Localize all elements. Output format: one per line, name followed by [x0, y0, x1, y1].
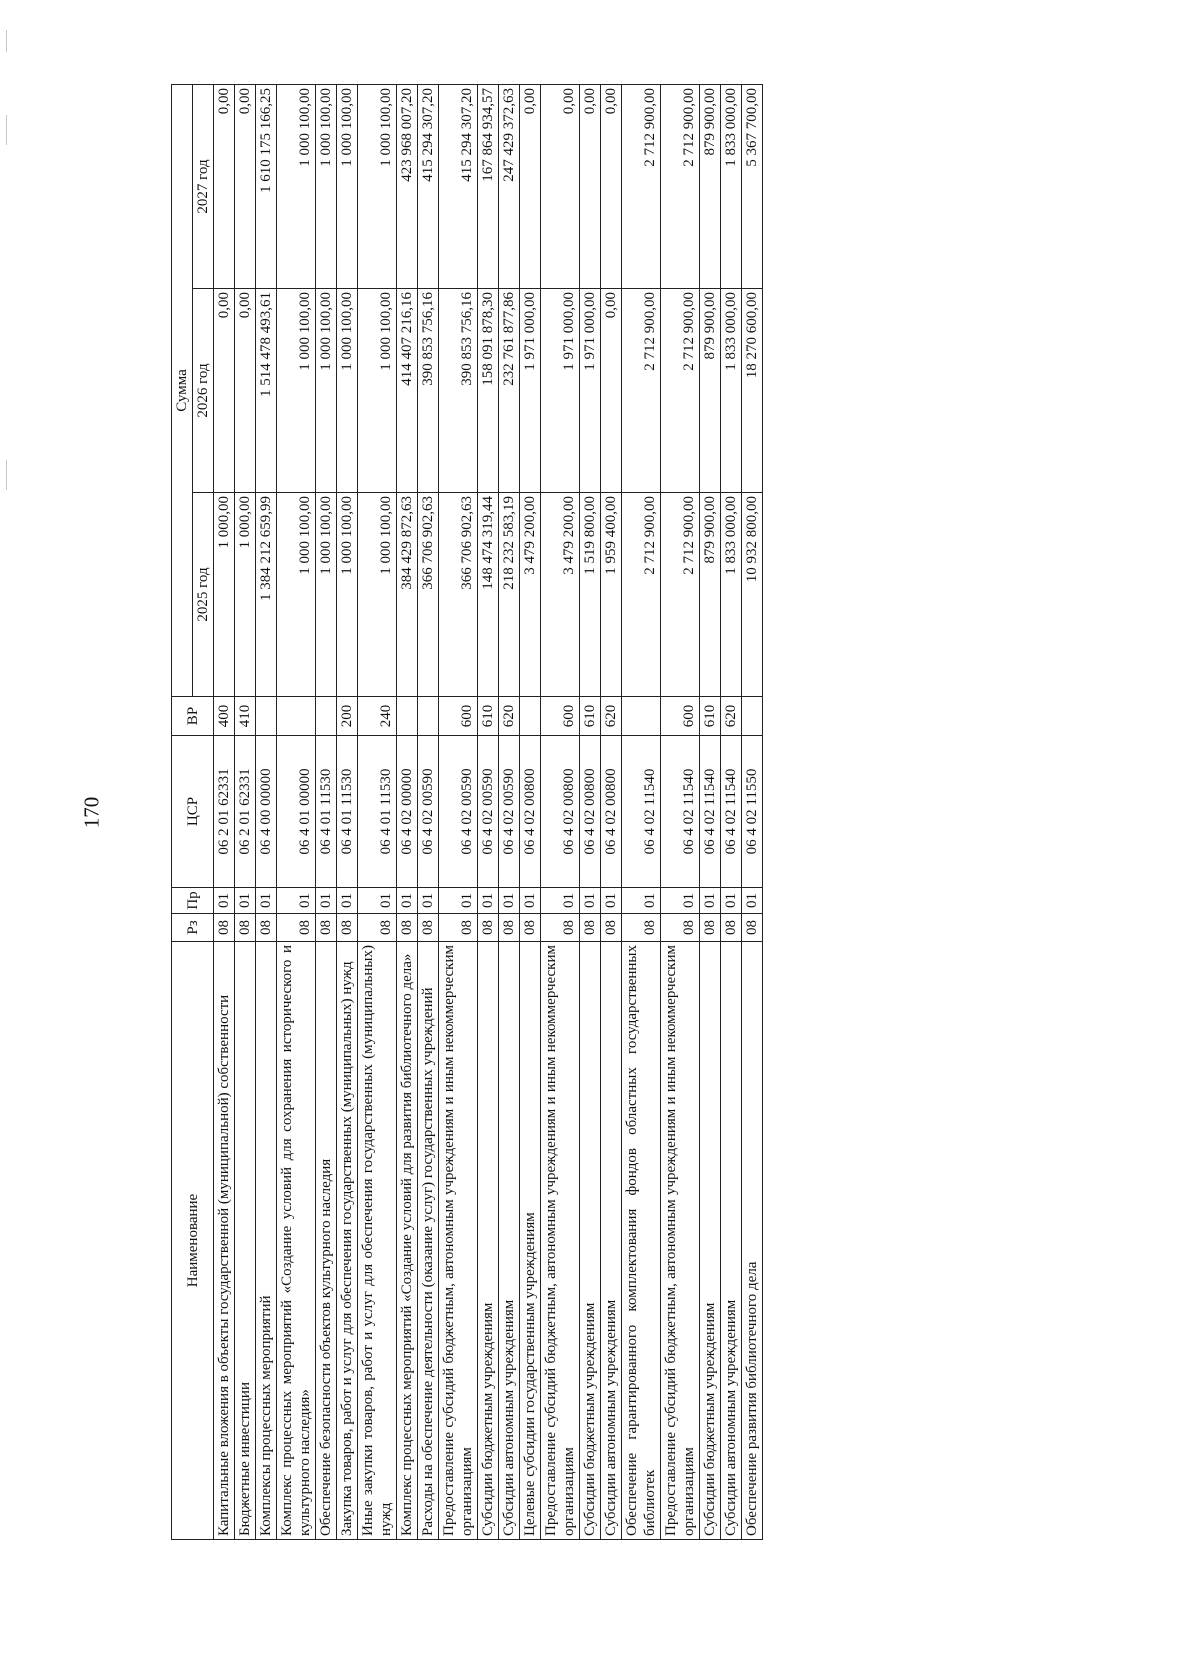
table-cell-sum-2026: 1 000 100,00: [316, 289, 337, 493]
header-year-2025: 2025 год: [193, 493, 214, 697]
table-cell-vr: 620: [601, 697, 622, 736]
table-cell-vr: 600: [439, 697, 478, 736]
header-rz: Рз: [172, 914, 214, 942]
table-cell-sum-2026: 18 270 600,00: [742, 289, 763, 493]
table-cell-sum-2025: 2 712 900,00: [661, 493, 700, 697]
table-cell-pr: 01: [418, 888, 439, 914]
table-cell-rz: 08: [316, 914, 337, 942]
table-cell-sum-2027: 1 000 100,00: [358, 84, 397, 288]
table-row: [235, 84, 256, 1539]
table-cell-csr: 06 4 02 00590: [499, 736, 520, 888]
table-cell-pr: 01: [661, 888, 700, 914]
table-cell-sum-2027: 1 610 175 166,25: [256, 84, 277, 288]
table-cell-sum-2025: 1 000 100,00: [358, 493, 397, 697]
table-cell-sum-2026: 2 712 900,00: [622, 289, 661, 493]
table-cell-sum-2025: 1 000 100,00: [277, 493, 316, 697]
table-cell-sum-2025: 2 712 900,00: [622, 493, 661, 697]
header-sum: Сумма: [172, 84, 193, 696]
table-row: [700, 84, 721, 1539]
table-cell-sum-2026: 1 833 000,00: [721, 289, 742, 493]
table-cell-name: Капитальные вложения в объекты государственной (муниципальной) собственности: [214, 942, 235, 1540]
table-cell-sum-2026: 1 000 100,00: [277, 289, 316, 493]
table-cell-sum-2027: 2 712 900,00: [622, 84, 661, 288]
table-row: [520, 84, 541, 1539]
table-row: [358, 84, 397, 1539]
table-row: [541, 84, 580, 1539]
table-cell-pr: 01: [439, 888, 478, 914]
table-cell-name: Комплекс процессных мероприятий «Создание условий для развития библиотечного дела»: [397, 942, 418, 1540]
table-cell-name: Расходы на обеспечение деятельности (оказание услуг) государственных учреждений: [418, 942, 439, 1540]
table-cell-csr: 06 4 01 11530: [358, 736, 397, 888]
table-cell-csr: 06 4 02 11540: [622, 736, 661, 888]
table-row: [418, 84, 439, 1539]
table-cell-rz: 08: [439, 914, 478, 942]
table-body: [214, 84, 763, 1539]
table-cell-sum-2027: 415 294 307,20: [439, 84, 478, 288]
table-row: [661, 84, 700, 1539]
table-cell-pr: 01: [541, 888, 580, 914]
table-cell-rz: 08: [418, 914, 439, 942]
table-row: [601, 84, 622, 1539]
table-cell-sum-2027: 0,00: [580, 84, 601, 288]
header-pr: Пр: [172, 888, 214, 914]
table-cell-pr: 01: [256, 888, 277, 914]
table-cell-sum-2027: 415 294 307,20: [418, 84, 439, 288]
table-cell-sum-2026: 0,00: [601, 289, 622, 493]
table-cell-rz: 08: [520, 914, 541, 942]
page-number: 170: [79, 796, 104, 829]
table-cell-pr: 01: [700, 888, 721, 914]
table-cell-sum-2027: 1 833 000,00: [721, 84, 742, 288]
table-cell-vr: 200: [337, 697, 358, 736]
table-cell-csr: 06 4 00 00000: [256, 736, 277, 888]
table-cell-sum-2027: 5 367 700,00: [742, 84, 763, 288]
table-cell-sum-2025: 1 959 400,00: [601, 493, 622, 697]
table-cell-csr: 06 4 02 11540: [700, 736, 721, 888]
table-cell-name: Предоставление субсидий бюджетным, автономным учреждениям и иным некоммерческим организациям: [541, 942, 580, 1540]
table-cell-vr: [316, 697, 337, 736]
table-cell-pr: 01: [580, 888, 601, 914]
table-cell-sum-2027: 0,00: [214, 84, 235, 288]
table-row: [478, 84, 499, 1539]
table-row: [622, 84, 661, 1539]
table-cell-sum-2027: 0,00: [601, 84, 622, 288]
table-cell-sum-2026: 1 971 000,00: [541, 289, 580, 493]
table-cell-rz: 08: [742, 914, 763, 942]
table-cell-csr: 06 4 02 00590: [439, 736, 478, 888]
table-cell-vr: 600: [541, 697, 580, 736]
table-cell-sum-2025: 3 479 200,00: [520, 493, 541, 697]
table-cell-pr: 01: [742, 888, 763, 914]
table-cell-vr: [742, 697, 763, 736]
table-cell-rz: 08: [700, 914, 721, 942]
table-row: [214, 84, 235, 1539]
table-row: [580, 84, 601, 1539]
table-row: [397, 84, 418, 1539]
table-cell-csr: 06 4 01 11530: [337, 736, 358, 888]
table-cell-sum-2025: 10 932 800,00: [742, 493, 763, 697]
table-cell-sum-2026: 2 712 900,00: [661, 289, 700, 493]
table-cell-sum-2026: 390 853 756,16: [418, 289, 439, 493]
table-cell-sum-2025: 148 474 319,44: [478, 493, 499, 697]
table-cell-csr: 06 4 01 11530: [316, 736, 337, 888]
table-row: [499, 84, 520, 1539]
scan-mark-middle: [6, 460, 7, 490]
table-cell-sum-2027: 247 429 372,63: [499, 84, 520, 288]
rotated-page-content: [171, 85, 1086, 1540]
table-cell-vr: 240: [358, 697, 397, 736]
table-cell-rz: 08: [277, 914, 316, 942]
table-cell-sum-2027: 0,00: [520, 84, 541, 288]
table-cell-rz: 08: [397, 914, 418, 942]
table-cell-rz: 08: [541, 914, 580, 942]
table-cell-pr: 01: [235, 888, 256, 914]
table-cell-sum-2025: 1 000,00: [235, 493, 256, 697]
table-cell-rz: 08: [214, 914, 235, 942]
table-cell-vr: 610: [478, 697, 499, 736]
table-cell-sum-2026: 158 091 878,30: [478, 289, 499, 493]
table-cell-vr: 610: [580, 697, 601, 736]
table-cell-sum-2027: 423 968 007,20: [397, 84, 418, 288]
table-cell-vr: 610: [700, 697, 721, 736]
header-name: Наименование: [172, 942, 214, 1540]
table-cell-rz: 08: [478, 914, 499, 942]
table-row: [439, 84, 478, 1539]
table-cell-vr: [418, 697, 439, 736]
header-vr: ВР: [172, 697, 214, 736]
table-cell-sum-2025: 1 384 212 659,99: [256, 493, 277, 697]
table-cell-sum-2026: 1 000 100,00: [337, 289, 358, 493]
table-cell-vr: [520, 697, 541, 736]
table-cell-vr: 600: [661, 697, 700, 736]
table-cell-name: Целевые субсидии государственным учреждениям: [520, 942, 541, 1540]
table-cell-csr: 06 4 02 00590: [418, 736, 439, 888]
table-cell-sum-2027: 167 864 934,57: [478, 84, 499, 288]
table-cell-csr: 06 4 02 00800: [580, 736, 601, 888]
table-cell-csr: 06 2 01 62331: [214, 736, 235, 888]
table-cell-pr: 01: [337, 888, 358, 914]
table-cell-csr: 06 4 01 00000: [277, 736, 316, 888]
table-cell-pr: 01: [520, 888, 541, 914]
table-cell-sum-2027: 1 000 100,00: [277, 84, 316, 288]
table-cell-vr: [397, 697, 418, 736]
table-row: [277, 84, 316, 1539]
budget-table: [171, 84, 763, 1540]
table-cell-sum-2026: 1 971 000,00: [580, 289, 601, 493]
table-cell-rz: 08: [256, 914, 277, 942]
table-cell-sum-2025: 1 000 100,00: [337, 493, 358, 697]
scan-mark-top: [6, 30, 7, 52]
table-cell-pr: 01: [277, 888, 316, 914]
table-cell-vr: 620: [721, 697, 742, 736]
table-cell-rz: 08: [622, 914, 661, 942]
table-cell-name: Бюджетные инвестиции: [235, 942, 256, 1540]
table-cell-name: Закупка товаров, работ и услуг для обеспечения государственных (муниципальных) нужд: [337, 942, 358, 1540]
table-cell-pr: 01: [358, 888, 397, 914]
table-cell-rz: 08: [337, 914, 358, 942]
table-cell-sum-2026: 0,00: [214, 289, 235, 493]
table-cell-csr: 06 4 02 11540: [661, 736, 700, 888]
table-cell-sum-2025: 366 706 902,63: [418, 493, 439, 697]
table-cell-sum-2027: 0,00: [235, 84, 256, 288]
header-year-2027: 2027 год: [193, 84, 214, 288]
table-cell-sum-2025: 3 479 200,00: [541, 493, 580, 697]
table-cell-pr: 01: [478, 888, 499, 914]
table-cell-name: Обеспечение безопасности объектов культурного наследия: [316, 942, 337, 1540]
table-cell-name: Субсидии автономным учреждениям: [721, 942, 742, 1540]
table-cell-sum-2026: 879 900,00: [700, 289, 721, 493]
table-cell-csr: 06 4 02 00800: [601, 736, 622, 888]
table-cell-pr: 01: [397, 888, 418, 914]
table-cell-name: Обеспечение гарантированного комплектования фондов областных государственных библиотек: [622, 942, 661, 1540]
header-csr: ЦСР: [172, 736, 214, 888]
table-cell-name: Субсидии автономным учреждениям: [601, 942, 622, 1540]
table-cell-rz: 08: [358, 914, 397, 942]
table-cell-rz: 08: [661, 914, 700, 942]
table-row: [256, 84, 277, 1539]
table-cell-sum-2025: 384 429 872,63: [397, 493, 418, 697]
table-cell-sum-2026: 1 000 100,00: [358, 289, 397, 493]
table-cell-vr: [622, 697, 661, 736]
table-cell-rz: 08: [601, 914, 622, 942]
table-cell-csr: 06 4 02 00800: [541, 736, 580, 888]
table-cell-name: Субсидии бюджетным учреждениям: [580, 942, 601, 1540]
table-cell-pr: 01: [316, 888, 337, 914]
table-cell-vr: 620: [499, 697, 520, 736]
table-cell-name: Предоставление субсидий бюджетным, автономным учреждениям и иным некоммерческим организациям: [439, 942, 478, 1540]
table-cell-pr: 01: [214, 888, 235, 914]
table-cell-name: Субсидии автономным учреждениям: [499, 942, 520, 1540]
table-cell-name: Иные закупки товаров, работ и услуг для обеспечения государственных (муниципальных) нужд: [358, 942, 397, 1540]
table-cell-sum-2026: 1 514 478 493,61: [256, 289, 277, 493]
table-cell-csr: 06 4 02 00000: [397, 736, 418, 888]
table-cell-sum-2026: 414 407 216,16: [397, 289, 418, 493]
table-cell-sum-2025: 879 900,00: [700, 493, 721, 697]
table-cell-csr: 06 4 02 00590: [478, 736, 499, 888]
table-cell-rz: 08: [721, 914, 742, 942]
table-cell-sum-2027: 1 000 100,00: [316, 84, 337, 288]
table-cell-name: Предоставление субсидий бюджетным, автономным учреждениям и иным некоммерческим организациям: [661, 942, 700, 1540]
table-cell-sum-2026: 390 853 756,16: [439, 289, 478, 493]
table-cell-name: Субсидии бюджетным учреждениям: [478, 942, 499, 1540]
table-cell-sum-2027: 879 900,00: [700, 84, 721, 288]
table-row: [337, 84, 358, 1539]
table-cell-vr: 400: [214, 697, 235, 736]
header-year-2026: 2026 год: [193, 289, 214, 493]
table-cell-pr: 01: [622, 888, 661, 914]
table-cell-vr: [277, 697, 316, 736]
table-cell-name: Комплекс процессных мероприятий «Создание условий для сохранения исторического и культурного наследия»: [277, 942, 316, 1540]
table-row: [742, 84, 763, 1539]
table-row: [721, 84, 742, 1539]
scan-mark-upper: [6, 115, 7, 145]
table-cell-sum-2027: 0,00: [541, 84, 580, 288]
table-cell-rz: 08: [580, 914, 601, 942]
table-cell-rz: 08: [235, 914, 256, 942]
table-cell-csr: 06 2 01 62331: [235, 736, 256, 888]
table-cell-csr: 06 4 02 11550: [742, 736, 763, 888]
table-cell-sum-2027: 1 000 100,00: [337, 84, 358, 288]
table-cell-sum-2026: 1 971 000,00: [520, 289, 541, 493]
table-cell-sum-2025: 366 706 902,63: [439, 493, 478, 697]
table-cell-rz: 08: [499, 914, 520, 942]
table-cell-sum-2025: 1 833 000,00: [721, 493, 742, 697]
header-row-1: [172, 84, 193, 1539]
table-cell-name: Комплексы процессных мероприятий: [256, 942, 277, 1540]
table-cell-pr: 01: [499, 888, 520, 914]
table-cell-sum-2026: 0,00: [235, 289, 256, 493]
table-cell-sum-2025: 1 000,00: [214, 493, 235, 697]
table-row: [316, 84, 337, 1539]
table-cell-vr: [256, 697, 277, 736]
table-cell-pr: 01: [721, 888, 742, 914]
table-cell-sum-2025: 218 232 583,19: [499, 493, 520, 697]
table-cell-sum-2025: 1 519 800,00: [580, 493, 601, 697]
table-cell-vr: 410: [235, 697, 256, 736]
table-cell-pr: 01: [601, 888, 622, 914]
table-cell-name: Субсидии бюджетным учреждениям: [700, 942, 721, 1540]
table-cell-csr: 06 4 02 00800: [520, 736, 541, 888]
table-cell-sum-2027: 2 712 900,00: [661, 84, 700, 288]
table-cell-sum-2025: 1 000 100,00: [316, 493, 337, 697]
table-cell-name: Обеспечение развития библиотечного дела: [742, 942, 763, 1540]
table-cell-sum-2026: 232 761 877,86: [499, 289, 520, 493]
table-cell-csr: 06 4 02 11540: [721, 736, 742, 888]
